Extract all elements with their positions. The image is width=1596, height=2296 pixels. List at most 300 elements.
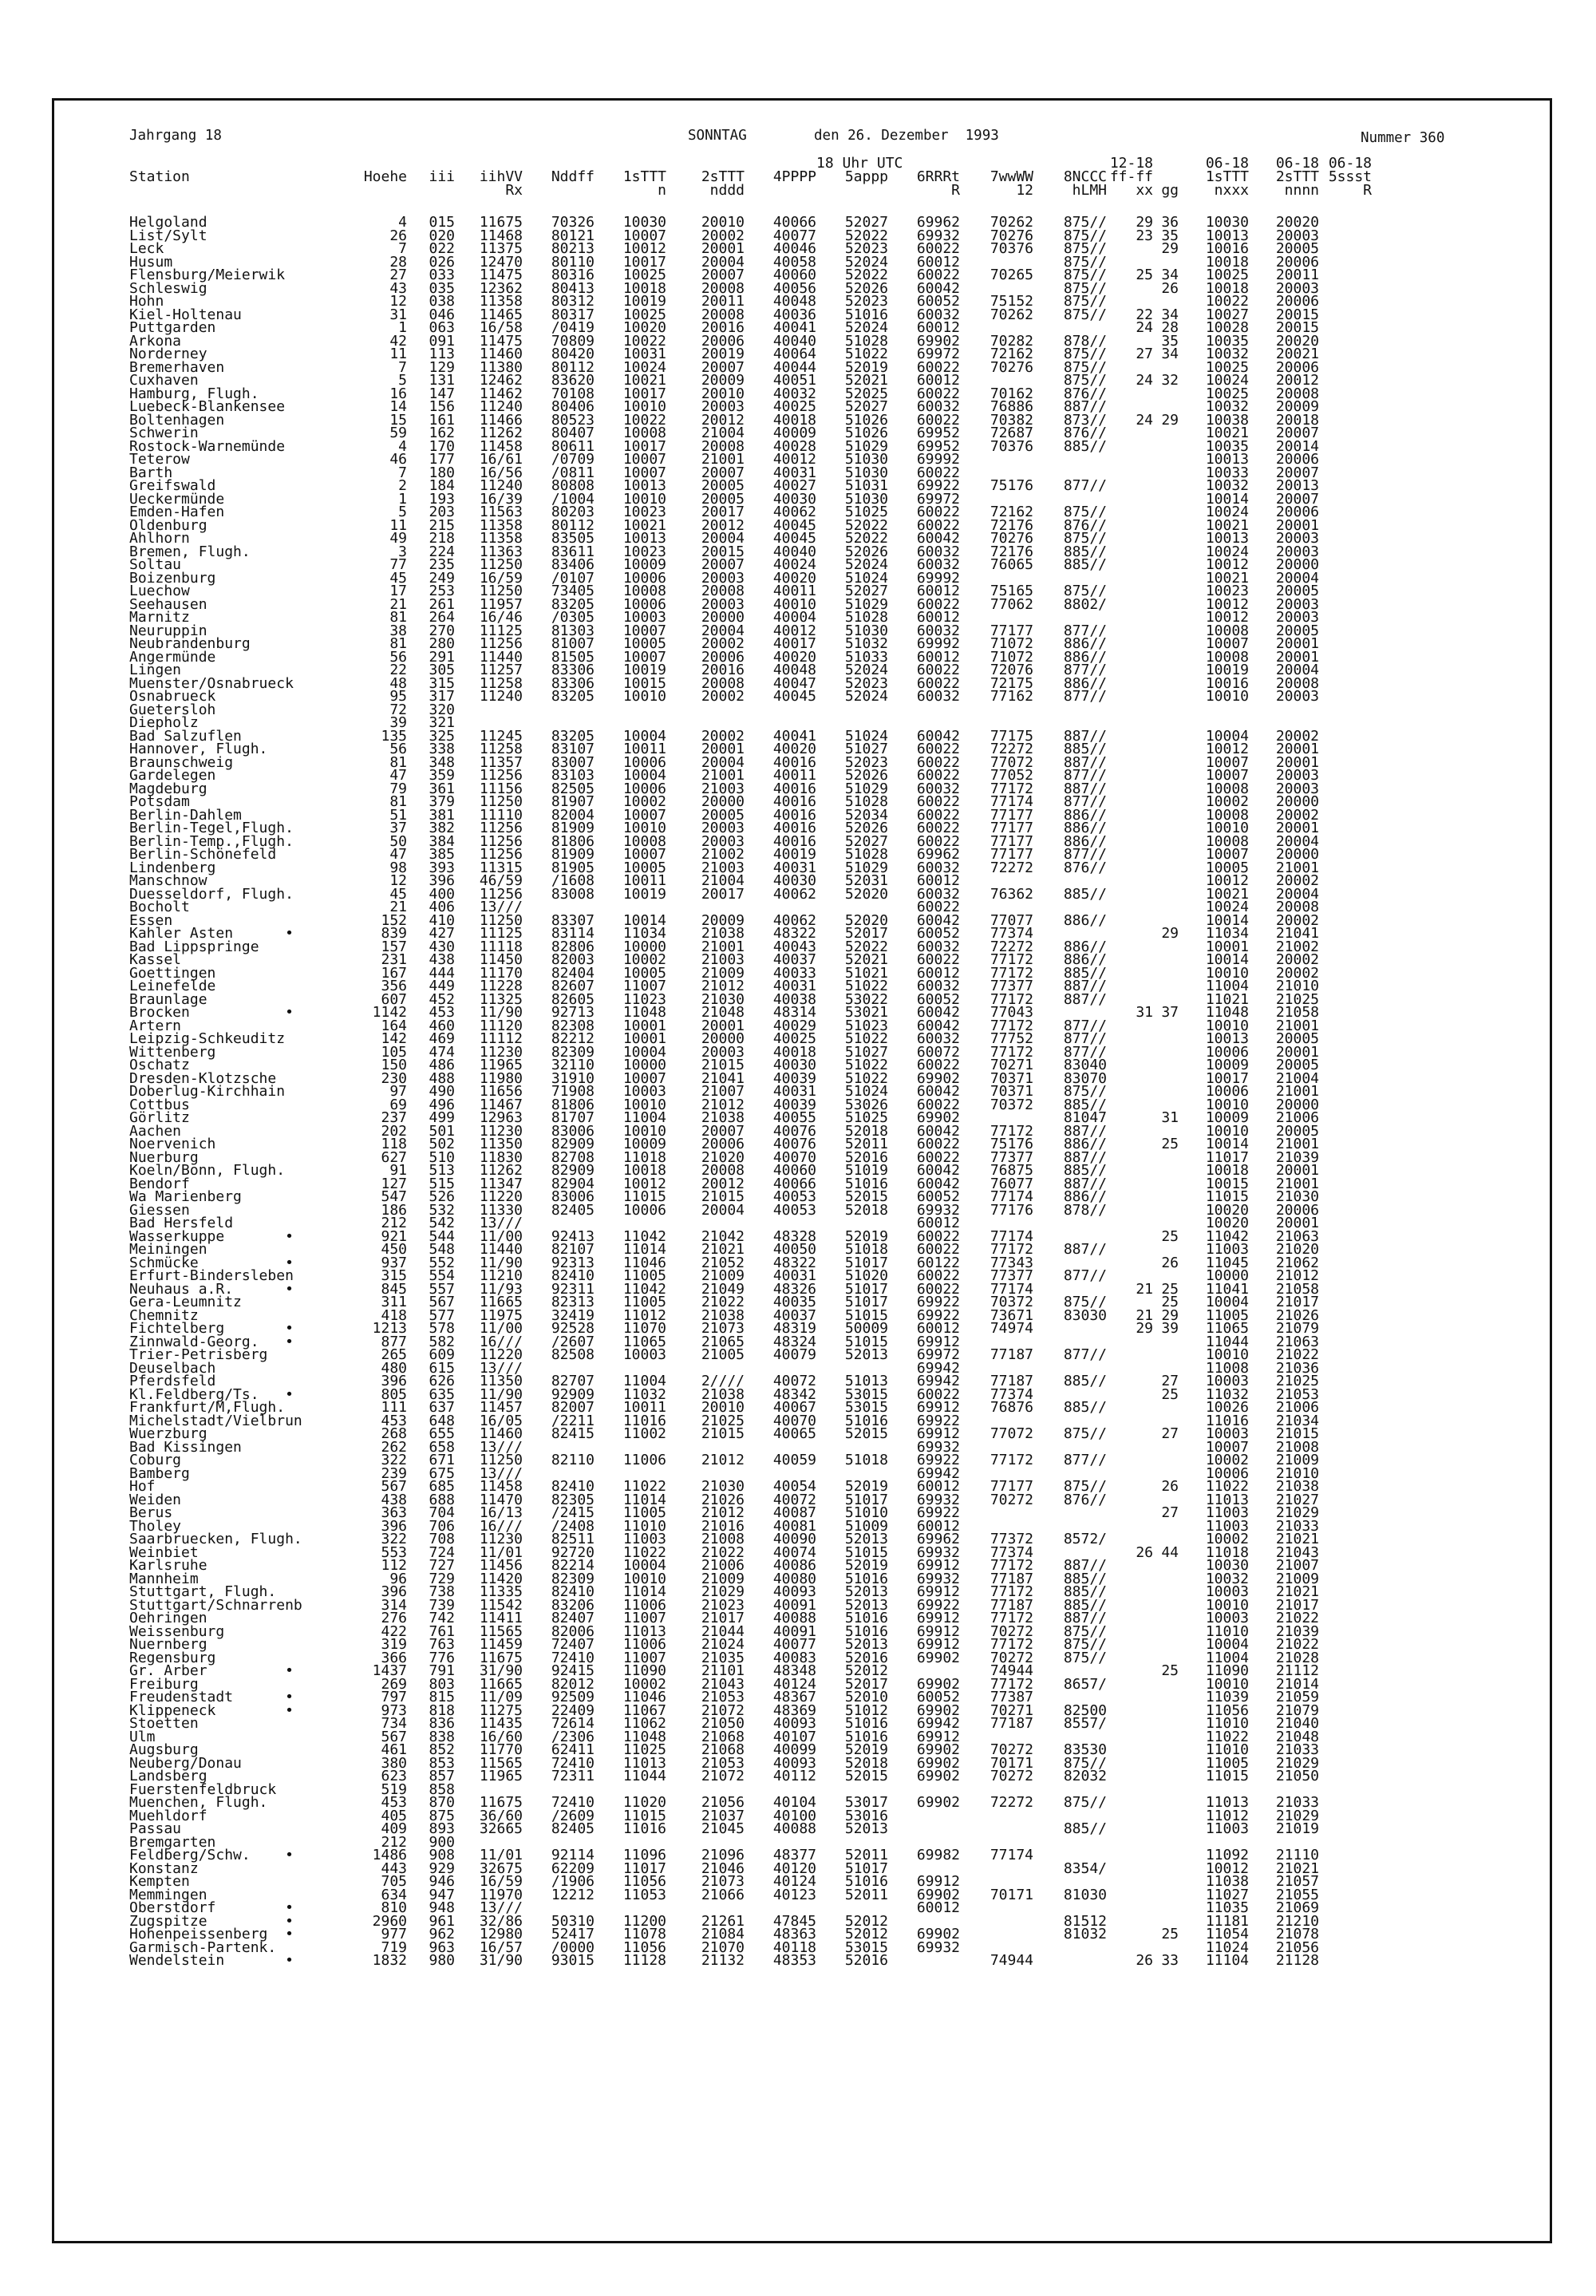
table-cell: 40035 [772, 1294, 816, 1310]
table-cell: 52013 [844, 1820, 888, 1837]
table-cell: 21 [1136, 1306, 1153, 1324]
table-cell: 11034 [1205, 925, 1249, 942]
table-cell [1153, 1191, 1179, 1204]
table-cell: 21017 [701, 1610, 745, 1626]
table-cell: 11112 [479, 1030, 523, 1047]
table-cell: 11315 [479, 859, 523, 876]
table-cell: 20004 [701, 253, 745, 271]
table-cell: 10005 [622, 964, 666, 982]
table-cell: 40020 [772, 648, 816, 666]
column-header: 1sTTT [1205, 168, 1249, 185]
table-cell: 356 [381, 978, 407, 994]
table-cell: 95 [389, 688, 407, 705]
table-cell: 961 [429, 1912, 455, 1930]
table-cell [1153, 941, 1179, 954]
table-cell: 382 [429, 820, 455, 836]
table-cell: 77377 [990, 1267, 1033, 1284]
table-cell [1107, 1125, 1153, 1139]
table-cell: 77374 [990, 1385, 1033, 1403]
station-name: Giessen [129, 1201, 190, 1219]
table-row [129, 490, 1374, 508]
table-cell: 34 [1161, 267, 1179, 283]
table-cell: 418 [381, 1306, 407, 1324]
table-cell: 876// [1063, 516, 1107, 534]
table-cell: 77174 [990, 1280, 1033, 1298]
table-cell: 40062 [772, 911, 816, 929]
table-cell [1107, 388, 1153, 401]
table-row [129, 1017, 1374, 1034]
table-cell [1153, 1152, 1179, 1165]
table-cell: 11023 [622, 990, 666, 1008]
table-cell: 557 [429, 1280, 455, 1298]
table-cell: 16/39 [479, 490, 523, 508]
table-cell: 11005 [1205, 1754, 1249, 1772]
table-cell: 11450 [479, 951, 523, 968]
table-cell: 21038 [701, 1306, 745, 1324]
table-cell: 25 [1161, 1136, 1179, 1152]
table-cell: 72272 [990, 938, 1033, 955]
table-cell: 70162 [990, 385, 1033, 402]
table-cell: 40066 [772, 1175, 816, 1192]
table-cell: 40053 [772, 1188, 816, 1205]
table-cell: 10012 [622, 1175, 666, 1192]
table-cell [1153, 1612, 1179, 1626]
table-cell [888, 1810, 960, 1824]
table-row [129, 1375, 1374, 1389]
table-cell: 40086 [772, 1557, 816, 1574]
table-row [129, 1796, 1374, 1810]
table-cell [1107, 1415, 1153, 1429]
table-cell: 51012 [844, 1701, 888, 1719]
table-cell: 11357 [479, 753, 523, 771]
table-cell: 82909 [551, 1136, 595, 1152]
table-cell: 82806 [551, 938, 595, 955]
table-cell: 70262 [990, 214, 1033, 231]
table-cell: 877// [1063, 477, 1107, 494]
table-cell: 40083 [772, 1649, 816, 1666]
table-cell: 16/// [479, 1333, 523, 1350]
table-cell: 25 [1161, 1926, 1179, 1942]
table-cell: 40045 [772, 688, 816, 705]
table-cell: 21053 [701, 1689, 745, 1705]
table-cell: 80808 [551, 477, 595, 494]
table-cell: 11258 [479, 674, 523, 692]
table-cell: 26 [1136, 1952, 1153, 1969]
table-cell: 2 [398, 477, 407, 494]
station-name: Boizenburg [129, 569, 216, 587]
table-cell: 11017 [622, 1859, 666, 1877]
table-cell: 52016 [844, 1148, 888, 1166]
table-cell: 25 [1161, 1280, 1179, 1298]
table-cell: 11003 [1205, 1241, 1249, 1258]
table-cell: 70272 [990, 1649, 1033, 1666]
table-cell: 16/59 [479, 569, 523, 587]
station-name: Freudenstadt • [129, 1689, 294, 1705]
column-header: iii [429, 168, 455, 185]
table-cell: 69932 [916, 1438, 960, 1456]
table-cell: 11460 [479, 346, 523, 362]
table-cell: 21033 [1275, 1517, 1319, 1535]
table-cell: 11004 [1205, 978, 1249, 994]
table-cell: 11347 [479, 1175, 523, 1192]
table-cell: 16/05 [479, 1412, 523, 1429]
table-cell: 11411 [479, 1610, 523, 1626]
table-cell: 20006 [701, 332, 745, 350]
table-cell: 10025 [622, 306, 666, 323]
table-cell: 35 [1161, 332, 1179, 350]
station-name: Freiburg [129, 1675, 199, 1693]
table-cell: 40070 [772, 1412, 816, 1429]
table-cell: 10032 [1205, 477, 1249, 494]
table-cell [1107, 1085, 1153, 1099]
table-cell: 34 [1161, 306, 1179, 323]
table-cell: 51033 [844, 648, 888, 666]
station-name: Schleswig [129, 279, 207, 297]
table-cell: 81907 [551, 793, 595, 810]
table-cell: 658 [429, 1438, 455, 1456]
table-cell: 70371 [990, 1083, 1033, 1100]
table-cell: 184 [429, 477, 455, 494]
station-name: Leinefelde [129, 978, 216, 994]
table-cell: 51015 [844, 1333, 888, 1350]
table-cell: 11016 [622, 1820, 666, 1837]
table-cell: 51022 [844, 1057, 888, 1073]
table-cell: 11010 [1205, 1715, 1249, 1732]
table-cell: 21025 [701, 1412, 745, 1429]
table-cell: 11358 [479, 293, 523, 310]
table-cell: 40123 [772, 1886, 816, 1903]
table-cell: 51030 [844, 622, 888, 639]
table-cell [1107, 1731, 1153, 1745]
table-cell: 40093 [772, 1583, 816, 1600]
table-cell: 21029 [1275, 1754, 1319, 1772]
table-cell: 52023 [844, 753, 888, 771]
table-cell: 40074 [772, 1543, 816, 1561]
table-cell: 742 [429, 1610, 455, 1626]
table-cell: 51016 [844, 1175, 888, 1192]
table-cell: 52022 [844, 267, 888, 283]
table-cell: 430 [429, 938, 455, 955]
station-name: Angermünde [129, 648, 216, 666]
table-cell: 60012 [916, 1320, 960, 1337]
table-cell: 10005 [622, 635, 666, 652]
table-cell: 40016 [772, 793, 816, 810]
table-cell: 52012 [844, 1926, 888, 1942]
table-cell: 10008 [1205, 832, 1249, 850]
table-cell: 10002 [1205, 1531, 1249, 1547]
table-cell [1153, 1678, 1179, 1692]
table-cell: 40039 [772, 1096, 816, 1113]
table-cell: 51024 [844, 569, 888, 587]
table-cell: 8802/ [1063, 595, 1107, 613]
table-cell: 70171 [990, 1754, 1033, 1772]
table-cell: 291 [429, 648, 455, 666]
table-row [129, 885, 1374, 903]
table-cell: 10030 [622, 214, 666, 231]
table-cell: 10004 [622, 727, 666, 745]
table-cell: 51016 [844, 1873, 888, 1890]
station-name: Feldberg/Schw. • [129, 1847, 294, 1863]
table-cell: 20002 [701, 727, 745, 745]
table-cell: 10032 [1205, 398, 1249, 415]
table-cell: 51019 [844, 1162, 888, 1179]
table-cell: 20013 [1275, 477, 1319, 494]
table-cell: 10001 [622, 1017, 666, 1034]
table-cell: /2408 [551, 1517, 595, 1535]
table-cell: 70262 [990, 306, 1033, 323]
table-row [129, 793, 1374, 810]
table-cell: 11007 [622, 1610, 666, 1626]
table-cell: 70271 [990, 1701, 1033, 1719]
table-cell: 11056 [622, 1938, 666, 1956]
table-cell: 82012 [551, 1675, 595, 1693]
table-cell: 10012 [1205, 872, 1249, 889]
station-name: Diepholz [129, 714, 199, 731]
table-cell: 10007 [622, 1069, 666, 1087]
table-cell [1107, 1796, 1153, 1810]
table-cell: 21009 [701, 964, 745, 982]
table-cell: 81 [389, 635, 407, 652]
table-cell: 77043 [990, 1004, 1033, 1021]
table-cell: 21063 [1275, 1333, 1319, 1350]
table-row [129, 1622, 1374, 1640]
date-label: den 26. Dezember 1993 [814, 128, 999, 144]
station-name: Cottbus [129, 1096, 190, 1113]
table-cell: 80203 [551, 504, 595, 520]
table-cell: 877// [1063, 1043, 1107, 1061]
table-cell: 20004 [1275, 662, 1319, 678]
column-header: 06-18 [1328, 155, 1372, 172]
column-header: ff-ff [1109, 168, 1153, 185]
station-name: Memmingen [129, 1886, 207, 1903]
table-cell: 69932 [916, 1543, 960, 1561]
table-cell: 20010 [701, 385, 745, 402]
table-cell: 11466 [479, 411, 523, 429]
table-cell: 40104 [772, 1794, 816, 1811]
table-cell: 40091 [772, 1596, 816, 1614]
table-cell: 161 [429, 411, 455, 429]
table-cell: 921 [381, 1227, 407, 1245]
table-cell: 10003 [622, 609, 666, 626]
table-row [129, 464, 1374, 481]
table-cell: 74944 [990, 1662, 1033, 1679]
table-cell [1153, 1810, 1179, 1824]
table-cell: 77172 [990, 1583, 1033, 1600]
table-cell: 51022 [844, 1030, 888, 1047]
table-cell: 52023 [844, 293, 888, 310]
table-cell: 21029 [1275, 1807, 1319, 1824]
table-cell: 21040 [1275, 1715, 1319, 1732]
table-cell: 10019 [622, 293, 666, 310]
table-cell: 40043 [772, 938, 816, 955]
table-cell: 69962 [916, 846, 960, 863]
table-cell [1107, 1441, 1153, 1455]
table-cell: 11456 [479, 1557, 523, 1574]
table-cell: 20006 [1275, 293, 1319, 310]
table-cell: 900 [429, 1833, 455, 1851]
table-cell: 40031 [772, 464, 816, 481]
table-row [129, 1480, 1374, 1494]
table-cell: 11022 [1205, 1728, 1249, 1745]
table-cell: 885// [1063, 964, 1107, 982]
table-cell: 40009 [772, 425, 816, 441]
table-cell: 11090 [622, 1662, 666, 1679]
table-cell [1153, 1046, 1179, 1060]
table-cell: 60012 [916, 583, 960, 599]
table-cell: 973 [381, 1701, 407, 1719]
table-cell: /2415 [551, 1504, 595, 1521]
table-cell: 11128 [622, 1952, 666, 1969]
table-cell: 51016 [844, 1412, 888, 1429]
table-row [129, 990, 1374, 1008]
table-cell: 947 [429, 1886, 455, 1903]
table-cell: 40024 [772, 556, 816, 573]
table-cell: 410 [429, 911, 455, 929]
table-row [129, 1754, 1374, 1772]
table-cell [1107, 1243, 1153, 1257]
table-cell [1153, 901, 1179, 915]
table-cell: 77172 [990, 990, 1033, 1008]
table-cell: 11/00 [479, 1320, 523, 1337]
table-cell [1107, 1902, 1153, 1915]
table-cell: /0000 [551, 1938, 595, 1956]
station-name: Leck [129, 240, 164, 257]
table-cell: 51015 [844, 1306, 888, 1324]
table-cell: 77172 [990, 1043, 1033, 1061]
table-cell: 427 [429, 925, 455, 942]
table-cell: 20008 [701, 1162, 745, 1179]
table-cell: 21002 [701, 846, 745, 863]
table-cell: 11092 [1205, 1847, 1249, 1863]
column-header: 1sTTT [622, 168, 666, 185]
table-cell: 39 [389, 714, 407, 731]
column-header: Nddff [551, 168, 595, 185]
station-name: Garmisch-Partenk. [129, 1938, 277, 1956]
table-cell: 877// [1063, 1030, 1107, 1047]
table-row [129, 516, 1374, 534]
table-cell: 60042 [916, 727, 960, 745]
table-cell: 11003 [1205, 1517, 1249, 1535]
table-cell: 21008 [701, 1531, 745, 1547]
table-cell: 72 [389, 701, 407, 718]
table-cell: 875// [1063, 530, 1107, 547]
table-cell: 11020 [622, 1794, 666, 1811]
table-cell: 76362 [990, 885, 1033, 903]
table-cell: 164 [381, 1017, 407, 1034]
station-name: Passau [129, 1820, 182, 1837]
table-row [129, 822, 1374, 836]
table-cell [1107, 848, 1153, 862]
table-cell: 118 [381, 1136, 407, 1152]
table-cell: 885// [1063, 1162, 1107, 1179]
table-cell: 70108 [551, 385, 595, 402]
table-cell: 51018 [844, 1452, 888, 1468]
table-cell: 77077 [990, 911, 1033, 929]
table-cell: 20005 [701, 490, 745, 508]
table-cell: 11375 [479, 240, 523, 257]
table-cell: 20003 [1275, 767, 1319, 784]
table-cell: 111 [381, 1399, 407, 1416]
table-cell: 10002 [622, 951, 666, 968]
table-cell [1107, 625, 1153, 638]
table-cell [1107, 467, 1153, 480]
table-cell: 51028 [844, 609, 888, 626]
table-cell: 532 [429, 1201, 455, 1219]
table-cell: /0811 [551, 464, 595, 481]
table-cell: 36/60 [479, 1807, 523, 1824]
station-name: Ahlhorn [129, 530, 190, 547]
table-cell: 40062 [772, 885, 816, 903]
table-cell: 70372 [990, 1096, 1033, 1113]
station-name: Schwerin [129, 425, 199, 441]
table-cell: 857 [429, 1768, 455, 1784]
table-cell: 11/01 [479, 1847, 523, 1863]
table-cell: 82607 [551, 978, 595, 994]
table-cell: 3 [398, 543, 407, 560]
table-row [129, 1267, 1374, 1284]
table-cell: 11104 [1205, 1952, 1249, 1969]
table-row [129, 674, 1374, 692]
table-cell: 70376 [990, 240, 1033, 257]
table-cell: 60012 [916, 1899, 960, 1916]
table-row [129, 1912, 1374, 1930]
table-row [129, 1359, 1374, 1377]
station-name: Braunlage [129, 990, 207, 1008]
station-name: Rostock-Warnemünde [129, 437, 286, 455]
station-name: Guetersloh [129, 701, 216, 718]
table-cell [1107, 1928, 1153, 1942]
table-cell: 60012 [916, 1478, 960, 1495]
station-name: Kahler Asten • [129, 925, 294, 942]
table-cell: 4 [398, 437, 407, 455]
table-cell: 82212 [551, 1030, 595, 1047]
table-cell [1153, 875, 1179, 888]
table-cell: 40053 [772, 1201, 816, 1219]
table-cell: 40051 [772, 372, 816, 389]
table-cell: 887// [1063, 1122, 1107, 1140]
table-cell: 876// [1063, 385, 1107, 402]
table-cell: 69912 [916, 1610, 960, 1626]
table-cell: 875// [1063, 1754, 1107, 1772]
table-cell: 13/// [479, 1899, 523, 1916]
table-cell: 77187 [990, 1346, 1033, 1363]
table-cell [1033, 704, 1107, 717]
table-cell: 2//// [701, 1373, 745, 1389]
table-cell: 52023 [844, 674, 888, 692]
table-cell: 82405 [551, 1201, 595, 1219]
station-name: Brocken • [129, 1004, 294, 1021]
table-cell: 322 [381, 1452, 407, 1468]
table-cell: 81806 [551, 1096, 595, 1113]
table-cell [1153, 453, 1179, 467]
table-cell [1107, 704, 1153, 717]
table-row [129, 806, 1374, 824]
table-cell: 40054 [772, 1478, 816, 1495]
table-cell: 21034 [1275, 1412, 1319, 1429]
table-cell: 92720 [551, 1543, 595, 1561]
table-cell: 52017 [844, 925, 888, 942]
table-cell: 980 [429, 1952, 455, 1969]
station-name: Wittenberg [129, 1043, 216, 1061]
table-cell [1033, 1507, 1107, 1520]
table-cell: 52018 [844, 1122, 888, 1140]
table-cell: 11013 [622, 1754, 666, 1772]
table-cell: 48324 [772, 1333, 816, 1350]
table-cell [1153, 1784, 1179, 1797]
station-name: Kl.Feldberg/Ts. • [129, 1385, 294, 1403]
table-cell: 20017 [701, 504, 745, 520]
table-cell: 875// [1063, 583, 1107, 599]
